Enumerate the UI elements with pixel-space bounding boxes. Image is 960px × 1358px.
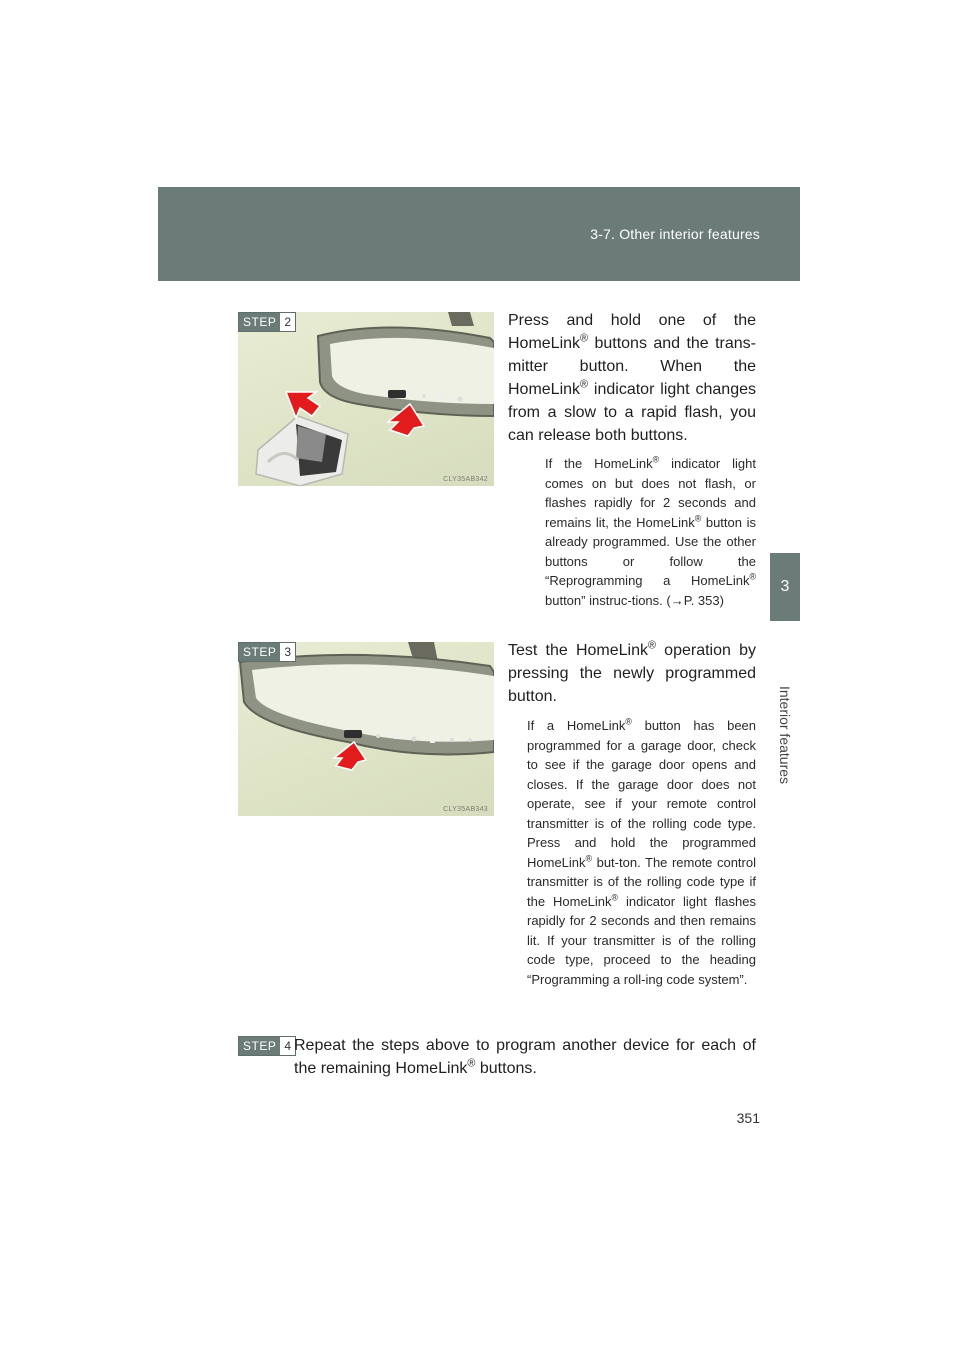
step-3-badge: STEP 3 [238, 642, 296, 662]
step-2-illustration [238, 312, 494, 486]
step-3-illustration [238, 642, 494, 816]
step-2-instruction: Press and hold one of the HomeLink® buttons and the trans-mitter button. When the HomeLink® indicator light changes from a slow to a rapid flash, you can release both buttons. [508, 312, 756, 444]
chapter-label: Interior features [777, 685, 793, 785]
arrow-to-programmed-button [334, 742, 366, 770]
page-number: 351 [736, 1110, 760, 1126]
step-4-badge: STEP 4 [238, 1036, 296, 1056]
section-title: 3-7. Other interior features [590, 226, 760, 242]
step-2-note: If the HomeLink® indicator light comes on but does not flash, or flashes rapidly for 2 seconds and remains lit, the HomeLink® button is already programmed. Use the other buttons or follow the “Reprogramming a HomeLink® button” instruc-tions. (→P. 353) [545, 454, 756, 608]
chapter-tab [770, 243, 800, 1083]
mirror-with-transmitter-illustration [238, 312, 494, 486]
step-3-note: If a HomeLink® button has been programmed for a garage door, check to see if the garage door opens and closes. If the garage door does not operate, see if your remote control transmitter is of the rolling code type. Press and hold the programmed HomeLink® but-ton. The remote control transmitter is of the rolling code type if the HomeLink® indicator light flashes rapidly for 2 seconds and then remains lit. If your transmitter is of the rolling code type, proceed to the heading “Programming a roll-ing code system”. [527, 716, 757, 987]
step-3-instruction: Test the HomeLink® operation by pressing the newly programmed button. [508, 639, 756, 705]
image-code: CLY35AB342 [443, 476, 488, 483]
mirror-illustration [238, 642, 494, 816]
image-code: CLY35AB343 [443, 806, 488, 813]
section-header [158, 187, 800, 281]
chapter-number: 3 [770, 553, 800, 621]
step-2-badge: STEP 2 [238, 312, 296, 332]
step-4-instruction: Repeat the steps above to program another device for each of the remaining HomeLink® buttons. [294, 1037, 756, 1077]
arrow-to-transmitter-button [286, 392, 320, 418]
